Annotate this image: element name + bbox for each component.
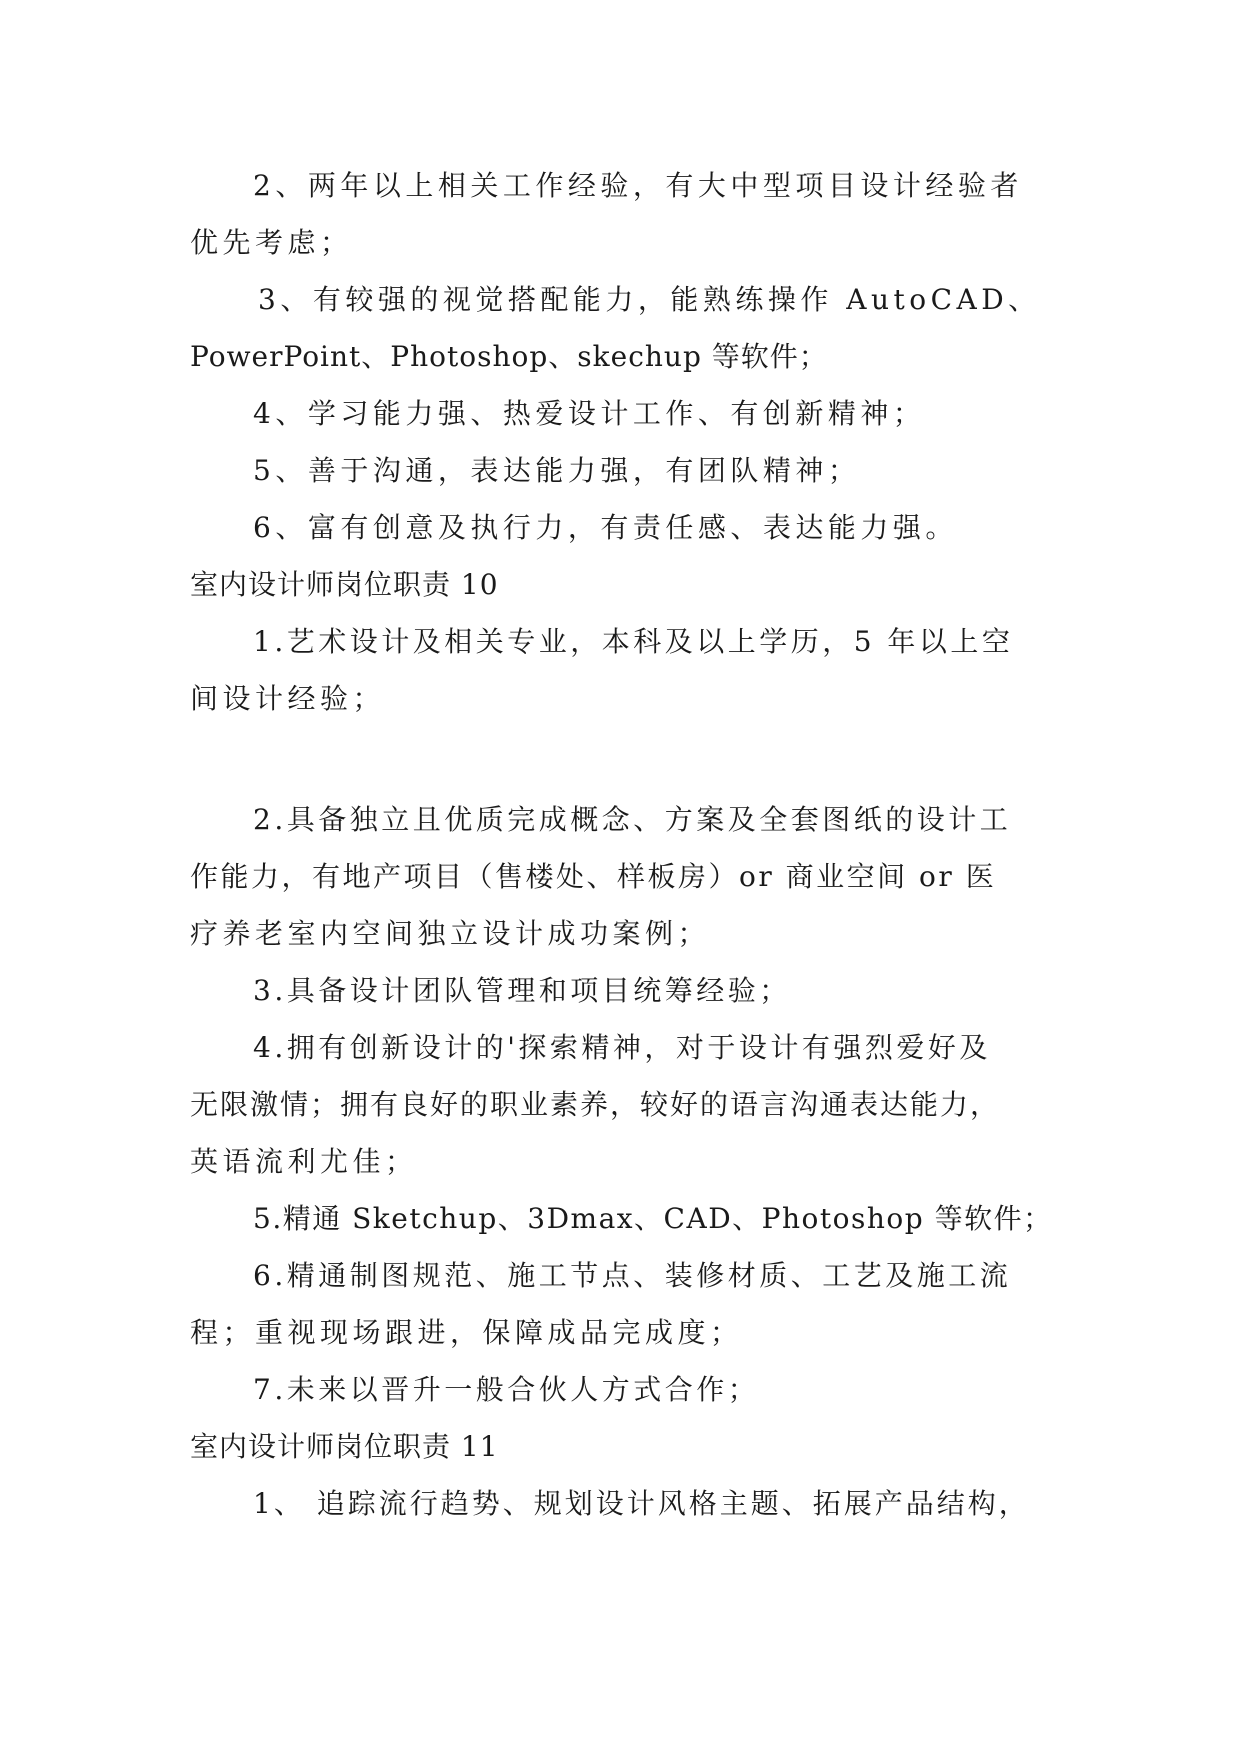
paragraph-line: 无限激情；拥有良好的职业素养，较好的语言沟通表达能力， [190, 1088, 1001, 1121]
paragraph-line: 英语流利尤佳； [190, 1145, 418, 1178]
paragraph-line: 疗养老室内空间独立设计成功案例； [190, 917, 711, 950]
paragraph-line: 4.拥有创新设计的'探索精神，对于设计有强烈爱好及 [253, 1031, 991, 1064]
paragraph-line: 3.具备设计团队管理和项目统筹经验； [253, 974, 791, 1007]
paragraph-line: 6.精通制图规范、施工节点、装修材质、工艺及施工流 [253, 1259, 1012, 1292]
paragraph-line: 3、有较强的视觉搭配能力，能熟练操作 AutoCAD、 [258, 283, 1041, 316]
paragraph-line: 程；重视现场跟进，保障成品完成度； [190, 1316, 743, 1349]
paragraph-line: 间设计经验； [190, 682, 386, 715]
paragraph-line: 5、善于沟通，表达能力强，有团队精神； [253, 454, 861, 487]
paragraph-line: 1.艺术设计及相关专业，本科及以上学历，5 年以上空 [253, 625, 1014, 658]
section-heading: 室内设计师岗位职责 11 [190, 1430, 499, 1463]
paragraph-line: 5.精通 Sketchup、3Dmax、CAD、Photoshop 等软件； [253, 1202, 1053, 1235]
paragraph-line: PowerPoint、Photoshop、skechup 等软件； [190, 340, 828, 373]
paragraph-line: 作能力，有地产项目（售楼处、样板房）or 商业空间 or 医 [190, 860, 997, 893]
paragraph-line: 1、 追踪流行趋势、规划设计风格主题、拓展产品结构， [253, 1487, 1030, 1520]
paragraph-line: 2、两年以上相关工作经验，有大中型项目设计经验者 [253, 169, 1023, 202]
section-heading: 室内设计师岗位职责 10 [190, 568, 499, 601]
paragraph-line: 2.具备独立且优质完成概念、方案及全套图纸的设计工 [253, 803, 1012, 836]
paragraph-line: 7.未来以晋升一般合伙人方式合作； [253, 1373, 760, 1406]
paragraph-line: 优先考虑； [190, 226, 353, 259]
paragraph-line: 4、学习能力强、热爱设计工作、有创新精神； [253, 397, 926, 430]
paragraph-line: 6、富有创意及执行力，有责任感、表达能力强。 [253, 511, 958, 544]
